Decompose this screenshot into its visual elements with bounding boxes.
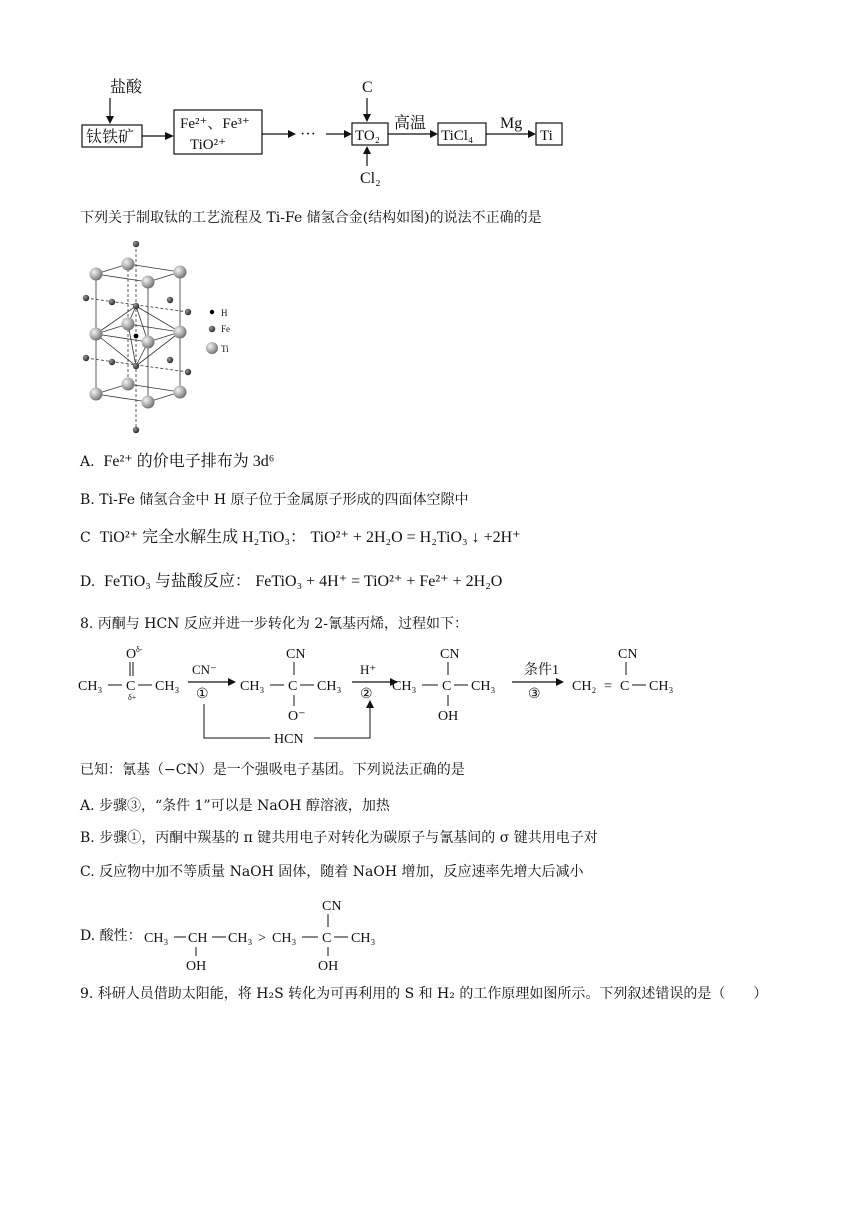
svg-text:③: ③	[528, 687, 541, 702]
q8-option-d-label: D. 酸性：	[80, 928, 142, 944]
svg-text:C: C	[126, 679, 136, 694]
flow-ti: Ti	[540, 128, 553, 144]
svg-text:条件1: 条件1	[524, 663, 559, 678]
svg-text:=: =	[604, 679, 612, 694]
q8-option-b: B. 步骤①，丙酮中羰基的 π 键共用电子对转化为碳原子与氰基间的 σ 键共用电子对	[80, 830, 598, 846]
flow-cl2: Cl₂	[360, 170, 381, 187]
tife-crystal-structure	[76, 236, 256, 436]
svg-text:②: ②	[360, 687, 373, 702]
q8-option-d-structures	[142, 894, 402, 972]
svg-text:CN: CN	[440, 647, 460, 662]
svg-text:CH₂: CH₂	[572, 679, 597, 694]
svg-text:CH₃: CH₃	[228, 931, 253, 946]
svg-text:OH: OH	[318, 959, 339, 972]
flow-ions-1: Fe²⁺、Fe³⁺	[180, 116, 250, 132]
svg-text:CH₃: CH₃	[392, 679, 417, 694]
ti-process-flowchart	[70, 70, 590, 190]
q7-option-b: B. Ti-Fe 储氢合金中 H 原子位于金属原子形成的四面体空隙中	[80, 492, 469, 508]
q7-option-c: C TiO²⁺ 完全水解生成 H₂TiO₃： TiO²⁺ + 2H₂O = H₂TiO₃ ↓ +2H⁺	[80, 529, 521, 546]
svg-text:CN: CN	[618, 647, 638, 662]
svg-text:CN: CN	[286, 647, 306, 662]
svg-text:CN: CN	[322, 899, 342, 914]
q7-option-a: A. Fe²⁺ 的价电子排布为 3d⁶	[80, 453, 275, 470]
legend-h: H	[221, 308, 228, 318]
svg-text:CH₃: CH₃	[78, 679, 103, 694]
svg-text:OH: OH	[186, 959, 207, 972]
svg-text:①: ①	[196, 687, 209, 702]
flow-mg: Mg	[500, 115, 523, 132]
svg-text:δ+: δ+	[128, 693, 137, 702]
q8-option-a: A. 步骤③，“条件 1”可以是 NaOH 醇溶液，加热	[80, 798, 390, 814]
flow-ions-2: TiO²⁺	[190, 137, 227, 153]
svg-text:C: C	[620, 679, 630, 694]
svg-text:HCN: HCN	[274, 732, 304, 747]
svg-text:CH₃: CH₃	[155, 679, 180, 694]
flow-ticl4: TiCl₄	[441, 128, 474, 144]
svg-text:δ-: δ-	[136, 645, 143, 654]
h-atom	[134, 334, 139, 339]
svg-text:C: C	[442, 679, 452, 694]
svg-text:CH₃: CH₃	[317, 679, 342, 694]
svg-text:CH₃: CH₃	[649, 679, 674, 694]
svg-text:H⁺: H⁺	[360, 662, 377, 677]
q7-option-d: D. FeTiO₃ 与盐酸反应： FeTiO₃ + 4H⁺ = TiO²⁺ + Fe²⁺ + 2H₂O	[80, 573, 503, 590]
q8-reaction-scheme	[76, 642, 696, 752]
q9-stem: 9. 科研人员借助太阳能，将 H₂S 转化为可再利用的 S 和 H₂ 的工作原理如图所示。下列叙述错误的是（ ）	[80, 986, 768, 1002]
svg-text:CH₃: CH₃	[272, 931, 297, 946]
flow-tio2: TO₂	[355, 128, 380, 144]
q7-stem: 下列关于制取钛的工艺流程及 Ti-Fe 储氢合金(结构如图)的说法不正确的是	[80, 210, 542, 226]
svg-text:CH₃: CH₃	[144, 931, 169, 946]
svg-text:CH₃: CH₃	[240, 679, 265, 694]
svg-text:CN⁻: CN⁻	[192, 662, 217, 677]
svg-text:O⁻: O⁻	[288, 709, 306, 724]
q8-known: 已知：氰基（−CN）是一个强吸电子基团。下列说法正确的是	[80, 762, 465, 778]
svg-text:CH₃: CH₃	[351, 931, 376, 946]
flow-hcl: 盐酸	[110, 79, 143, 96]
svg-text:CH₃: CH₃	[471, 679, 496, 694]
flow-gaowen: 高温	[394, 115, 427, 132]
svg-text:C: C	[322, 931, 332, 946]
q8-option-c: C. 反应物中加不等质量 NaOH 固体，随着 NaOH 增加，反应速率先增大后减小	[80, 864, 584, 880]
flow-dots: ···	[300, 126, 316, 143]
flow-c: C	[362, 79, 373, 96]
svg-text:>: >	[258, 931, 266, 946]
q8-stem: 8. 丙酮与 HCN 反应并进一步转化为 2-氰基丙烯，过程如下：	[80, 616, 468, 632]
legend-ti: Ti	[221, 344, 229, 354]
svg-text:O: O	[126, 647, 137, 662]
svg-text:OH: OH	[438, 709, 459, 724]
flow-ore: 钛铁矿	[86, 129, 135, 146]
svg-text:CH: CH	[188, 931, 208, 946]
svg-text:C: C	[288, 679, 298, 694]
legend-fe: Fe	[221, 324, 230, 334]
